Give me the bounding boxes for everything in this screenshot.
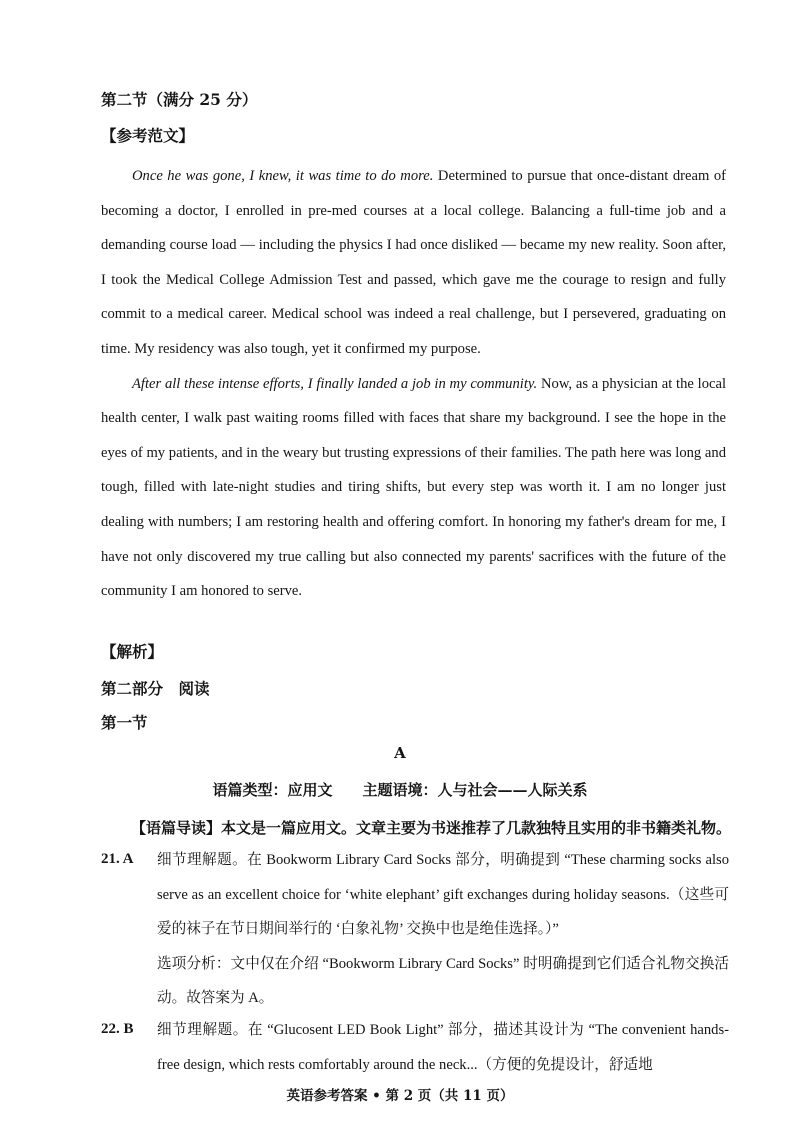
question-21-answer: 21. A xyxy=(101,851,134,867)
essay-paragraph-2-opening: After all these intense efforts, I finally landed a job in my community. xyxy=(132,375,538,392)
essay-paragraph-1-opening: Once he was gone, I knew, it was time to do more. xyxy=(132,168,434,184)
essay-paragraph-2-body: Now, as a physician at the local health center, I walk past waiting rooms filled with faces that share my background. I see the hope in the eyes of my patients, and in the weary but trusting expressions of their families. The path here was long and tough, filled with late-night studies and tiring shifts, but every step was worth it. I am no longer just dealing with numbers; I am restoring health and offering comfort. In honoring my father's dream for me, I have not only discovered my true calling but also connected my parents' sacrifices with the future of the community I am honored to serve. xyxy=(101,375,727,600)
subsection-heading: 第一节 xyxy=(101,713,148,732)
section-title: 第二节（满分 25 分） xyxy=(101,90,258,109)
essay-paragraph-2 xyxy=(101,367,726,609)
question-22-detail: 细节理解题。在 “Glucosent LED Book Light” 部分，描述其设计为 “The convenient hands-free design, which rests comfortably around the neck...（方便的免提设计，舒适地 xyxy=(157,1022,729,1073)
question-21-explanation xyxy=(157,843,729,1016)
question-22-answer: 22. B xyxy=(101,1021,134,1037)
genre-line: 语篇类型：应用文 主题语境：人与社会——人际关系 xyxy=(212,781,588,799)
page-footer: 英语参考答案 • 第 2 页（共 11 页） xyxy=(286,1088,514,1104)
passage-letter: A xyxy=(394,744,406,762)
question-21-detail: 细节理解题。在 Bookworm Library Card Socks 部分，明确提到 “These charming socks also serve as an excellent choice for ‘white elephant’ gift exchanges during holiday seasons.（这些可爱的袜子在节日期间举行的 ‘白象礼物’ 交换中也是绝佳选择。）” xyxy=(157,852,729,938)
analysis-label: 【解析】 xyxy=(101,642,164,661)
reference-essay xyxy=(101,159,726,609)
essay-paragraph-1-body: Determined to pursue that once-distant dream of becoming a doctor, I enrolled in pre-med courses at a local college. Balancing a full-time job and a demanding course load — including the physics I had once disliked — became my new reality. Soon after, I took the Medical College Admission Test and passed, which gave me the courage to resign and fully commit to a medical career. Medical school was indeed a real challenge, but I persevered, graduating on time. My residency was also tough, yet it confirmed my purpose. xyxy=(101,168,727,357)
question-22-explanation xyxy=(157,1013,729,1082)
passage-intro: 【语篇导读】本文是一篇应用文。文章主要为书迷推荐了几款独特且实用的非书籍类礼物。 xyxy=(131,819,732,837)
part-heading: 第二部分 阅读 xyxy=(101,679,210,698)
reference-essay-label: 【参考范文】 xyxy=(101,126,195,145)
essay-paragraph-1 xyxy=(101,159,726,367)
question-21-options: 选项分析：文中仅在介绍 “Bookworm Library Card Socks” 时明确提到它们适合礼物交换活动。故答案为 A。 xyxy=(157,955,729,1007)
